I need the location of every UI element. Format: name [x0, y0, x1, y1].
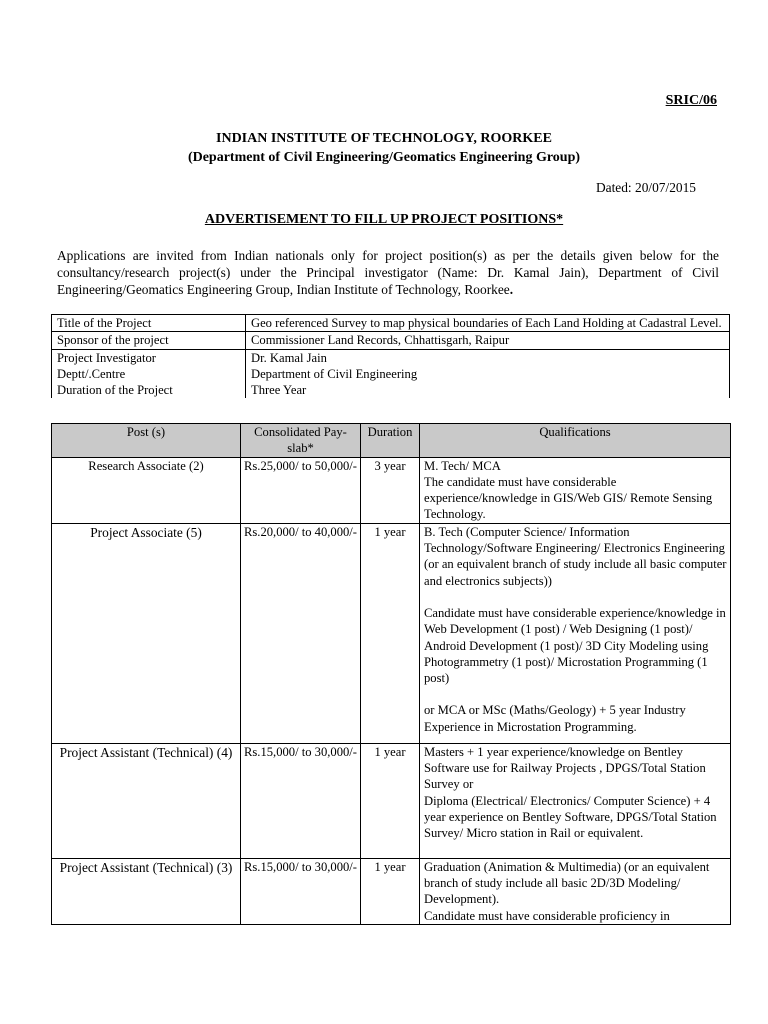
info-row-sponsor [52, 332, 730, 349]
dept-value: Department of Civil Engineering [246, 366, 730, 382]
institute-name: INDIAN INSTITUTE OF TECHNOLOGY, ROORKEE [216, 131, 552, 146]
table-row [52, 457, 731, 523]
spacer [424, 686, 727, 702]
pay-cell: Rs.20,000/ to 40,000/- [241, 523, 361, 743]
qualification-line: Masters + 1 year experience/knowledge on Bentley Software use for Railway Projects , DPGS/Total Station Survey or [424, 744, 706, 792]
post-cell: Project Assistant (Technical) (3) [52, 858, 241, 924]
qualification-cell [420, 457, 731, 523]
info-row-duration [52, 382, 730, 398]
intro-end: . [509, 282, 514, 297]
qualification-line: M. Tech/ MCA [424, 458, 501, 473]
qualification-line: Graduation (Animation & Multimedia) (or an equivalent branch of study include all basic 2D/3D Modeling/ Development). [424, 859, 710, 907]
qualification-line: B. Tech (Computer Science/ Information Technology/Software Engineering/ Electronics Engineering (or an equivalent branch of study include all basic computer and electronics subjects)) [424, 524, 727, 588]
qualification-line: Diploma (Electrical/ Electronics/ Computer Science) + 4 year experience on Bentley Software, DPGS/Total Station Survey/ Micro station in Rail or equivalent. [424, 793, 717, 841]
pay-cell: Rs.15,000/ to 30,000/- [241, 858, 361, 924]
positions-table [51, 423, 731, 925]
investigator-label: Project Investigator [52, 349, 246, 366]
qualification-line: The candidate must have considerable experience/knowledge in GIS/Web GIS/ Remote Sensing Technology. [424, 474, 713, 522]
info-row-investigator [52, 349, 730, 366]
department-name: (Department of Civil Engineering/Geomatics Engineering Group) [187, 150, 581, 165]
advertisement-title: ADVERTISEMENT TO FILL UP PROJECT POSITIONS* [204, 212, 564, 227]
qualification-line: or MCA or MSc (Maths/Geology) + 5 year Industry Experience in Microstation Programming. [424, 703, 686, 734]
header-pay: Consolidated Pay-slab* [241, 424, 361, 458]
table-row [52, 858, 731, 924]
duration-cell: 3 year [361, 457, 420, 523]
sponsor-value: Commissioner Land Records, Chhattisgarh, Raipur [246, 332, 730, 349]
info-row-title [52, 315, 730, 332]
table-row [52, 743, 731, 858]
header-post: Post (s) [52, 424, 241, 458]
qualification-cell [420, 858, 731, 924]
positions-header-row [52, 424, 731, 458]
title-label: Title of the Project [52, 315, 246, 332]
institute-heading [0, 129, 768, 167]
post-cell: Project Associate (5) [52, 523, 241, 743]
project-info-table [51, 314, 730, 398]
header-duration: Duration [361, 424, 420, 458]
duration-cell: 1 year [361, 743, 420, 858]
date-line: Dated: 20/07/2015 [595, 180, 696, 195]
intro-text: Applications are invited from Indian nationals only for project position(s) as per the details given below for the consultancy/research project(s) under the Principal investigator (Name: Dr. Kamal Jain), Department of Civil Engineering/Geomatics Engineering Group, Indian Institute of Technology, Roorkee [57, 248, 719, 297]
pay-cell: Rs.25,000/ to 50,000/- [241, 457, 361, 523]
table-row [52, 523, 731, 743]
header-qualifications: Qualifications [420, 424, 731, 458]
qualification-cell [420, 743, 731, 858]
duration-cell: 1 year [361, 523, 420, 743]
info-row-dept [52, 366, 730, 382]
title-value: Geo referenced Survey to map physical boundaries of Each Land Holding at Cadastral Level. [246, 315, 730, 332]
dept-label: Deptt/.Centre [52, 366, 246, 382]
reference-number: SRIC/06 [665, 93, 717, 108]
qualification-line: Candidate must have considerable proficiency in [424, 908, 670, 923]
post-cell: Research Associate (2) [52, 457, 241, 523]
intro-paragraph [57, 247, 719, 298]
duration-value: Three Year [246, 382, 730, 398]
duration-label: Duration of the Project [52, 382, 246, 398]
qualification-cell [420, 523, 731, 743]
qualification-line: Candidate must have considerable experience/knowledge in Web Development (1 post) / Web Designing (1 post)/ Android Development (1 post)/ 3D City Modeling using Photogrammetry (1 post)/ Microstation Programming (1 post) [424, 605, 726, 686]
pay-cell: Rs.15,000/ to 30,000/- [241, 743, 361, 858]
investigator-value: Dr. Kamal Jain [246, 349, 730, 366]
duration-cell: 1 year [361, 858, 420, 924]
post-cell: Project Assistant (Technical) (4) [52, 743, 241, 858]
spacer [424, 589, 727, 605]
sponsor-label: Sponsor of the project [52, 332, 246, 349]
